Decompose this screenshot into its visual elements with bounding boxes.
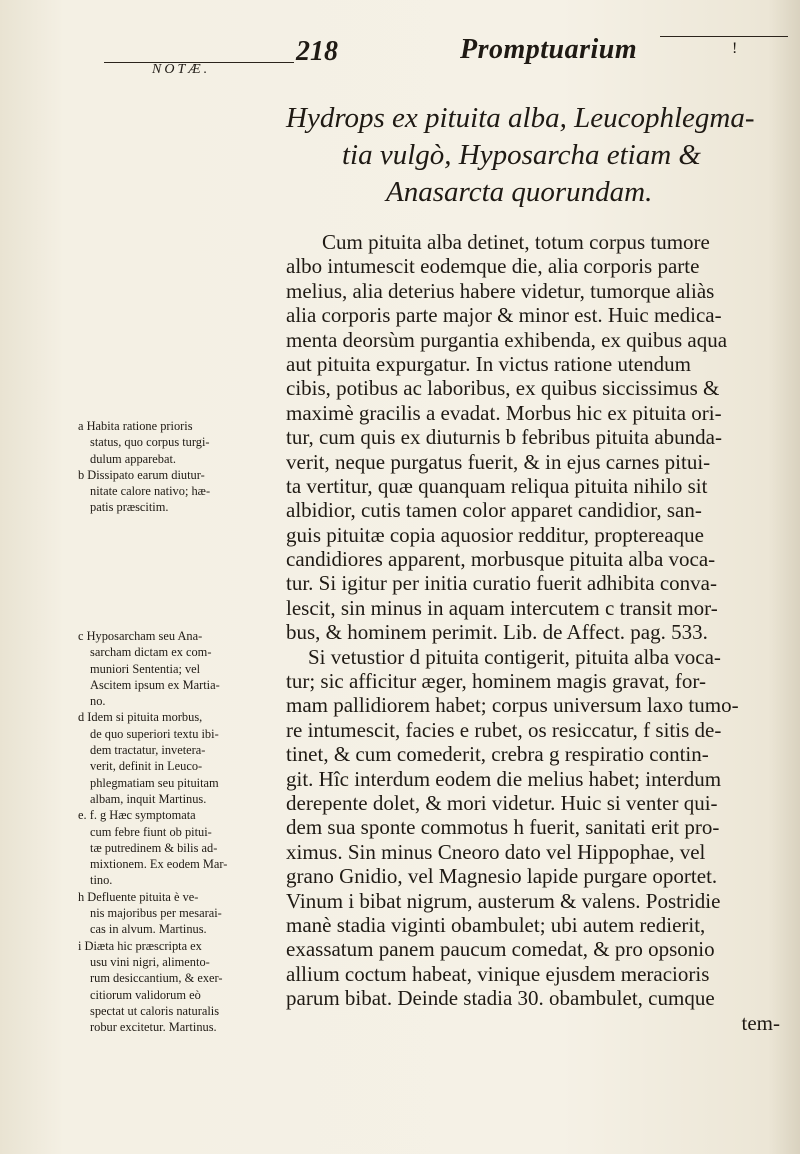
header-rule-right [660,36,788,37]
text-line: re intumescit, facies e rubet, os resiccatur, f sitis de- [286,717,722,742]
margin-note-line: sarcham dictam ex com- [90,645,212,660]
margin-note-line: i Diæta hic præscripta ex [78,938,202,953]
margin-note-line: status, quo corpus turgi- [90,435,210,450]
text-line: candidiores apparent, morbusque pituita alba voca- [286,547,716,572]
text-line: ta vertitur, quæ quanquam reliqua pituita nihilo sit [286,473,708,498]
chapter-title [286,100,786,211]
text-line: melius, alia deterius habere videtur, tumorque aliàs [286,278,715,303]
text-line: Cum pituita alba detinet, totum corpus tumore [322,230,710,254]
margin-note-line: mixtionem. Ex eodem Mar- [90,857,228,872]
text-line: lescit, sin minus in aquam intercutem c transit mor- [286,595,718,620]
margin-notes-group-1 [78,418,283,516]
text-line: Vinum i bibat nigrum, austerum & valens. Postridie [286,888,721,913]
text-line: grano Gnidio, vel Magnesio lapide purgare oportet. [286,864,718,889]
text-line: alia corporis parte major & minor est. Huic medica- [286,303,722,328]
text-line-catchword: tem- [741,1010,780,1035]
margin-note-line: albam, inquit Martinus. [90,791,207,806]
notae-label: NOTÆ. [152,62,211,77]
margin-note-line: phlegmatiam seu pituitam [90,775,219,790]
margin-note-line: nis majoribus per mesarai- [90,906,222,921]
text-line: exassatum panem paucum comedat, & pro opsonio [286,937,715,962]
margin-note-line: de quo superiori textu ibi- [90,726,219,741]
main-text [286,230,794,1035]
text-line: tur. Si igitur per initia curatio fuerit adhibita conva- [286,571,717,596]
margin-note-line: rum desiccantium, & exer- [90,971,223,986]
text-line: tur; sic afficitur æger, hominem magis gravat, for- [286,669,706,694]
text-line: tinet, & cum comederit, crebra g respiratio contin- [286,742,709,767]
text-line: bus, & hominem perimit. Lib. de Affect. pag. 533. [286,620,708,645]
page-header [0,30,800,86]
text-line: git. Hîc interdum eodem die melius habet; interdum [286,766,722,791]
text-line: aut pituita expurgatur. In victus ratione utendum [286,351,691,376]
margin-notes-group-2 [78,628,283,1035]
running-title: Promptuarium [460,34,638,65]
margin-note-line: citiorum validorum eò [90,987,201,1002]
text-line: parum bibat. Deinde stadia 30. obambulet, cumque [286,986,715,1011]
margin-note-line: spectat ut caloris naturalis [90,1003,220,1018]
text-line: derepente dolet, & mori videtur. Huic si venter qui- [286,790,718,815]
text-line: dem sua sponte commotus h fuerit, sanitati erit pro- [286,815,720,840]
margin-note-line: c Hyposarcham seu Ana- [78,629,203,643]
margin-note-line: no. [90,694,106,709]
margin-note-line: verit, definit in Leuco- [90,759,203,774]
margin-note-line: nitate calore nativo; hæ- [90,484,211,499]
chapter-title-line: Hydrops ex pituita alba, Leucophlegma- [286,102,755,134]
margin-note-line: Ascitem ipsum ex Martia- [90,677,220,692]
chapter-title-line: tia vulgò, Hyposarcha etiam & [342,139,701,171]
text-line: allium coctum habeat, vinique ejusdem meracioris [286,961,710,986]
margin-note-line: muniori Sententia; vel [90,661,201,676]
margin-note-line: h Defluente pituita è ve- [78,889,199,904]
text-line: Si vetustior d pituita contigerit, pituita alba voca- [308,644,721,669]
margin-note-line: b Dissipato earum diutur- [78,467,205,482]
margin-note-line: dem tractatur, invetera- [90,743,206,758]
chapter-title-line: Anasarcta quorundam. [386,176,653,208]
text-line: guis pituitæ copia aquosior redditur, proptereaque [286,522,704,547]
text-line: mam pallidiorem habet; corpus universum laxo tumo- [286,693,739,718]
text-line: maximè gracilis a evadat. Morbus hic ex pituita ori- [286,400,722,425]
text-line: verit, neque purgatus fuerit, & in ejus carnes pitui- [286,449,711,474]
margin-note-line: usu vini nigri, alimento- [90,954,210,969]
margin-note-line: a Habita ratione prioris [78,419,193,433]
margin-note-line: tæ putredinem & bilis ad- [90,840,218,855]
text-line: cibis, potibus ac laboribus, ex quibus siccissimus & [286,376,720,401]
margin-note-line: cum febre fiunt ob pitui- [90,824,212,839]
text-line: albidior, cutis tamen color apparet candidior, san- [286,498,702,523]
text-line: albo intumescit eodemque die, alia corporis parte [286,254,700,279]
text-line: tur, cum quis ex diuturnis b febribus pituita abunda- [286,425,722,450]
text-line: ximus. Sin minus Cneoro dato vel Hippophae, vel [286,839,706,864]
corner-mark: ! [732,40,738,57]
text-line: menta deorsùm purgantia exhibenda, ex quibus aqua [286,327,728,352]
margin-note-line: patis præscitim. [90,500,169,515]
page-number: 218 [296,36,338,67]
margin-note-line: tino. [90,873,113,888]
margin-note-line: robur excitetur. Martinus. [90,1020,217,1035]
margin-note-line: d Idem si pituita morbus, [78,710,203,725]
margin-note-line: e. f. g Hæc symptomata [78,808,196,823]
text-line: manè stadia viginti obambulet; ubi autem redierit, [286,912,706,937]
margin-note-line: dulum apparebat. [90,451,177,466]
margin-note-line: cas in alvum. Martinus. [90,922,207,937]
